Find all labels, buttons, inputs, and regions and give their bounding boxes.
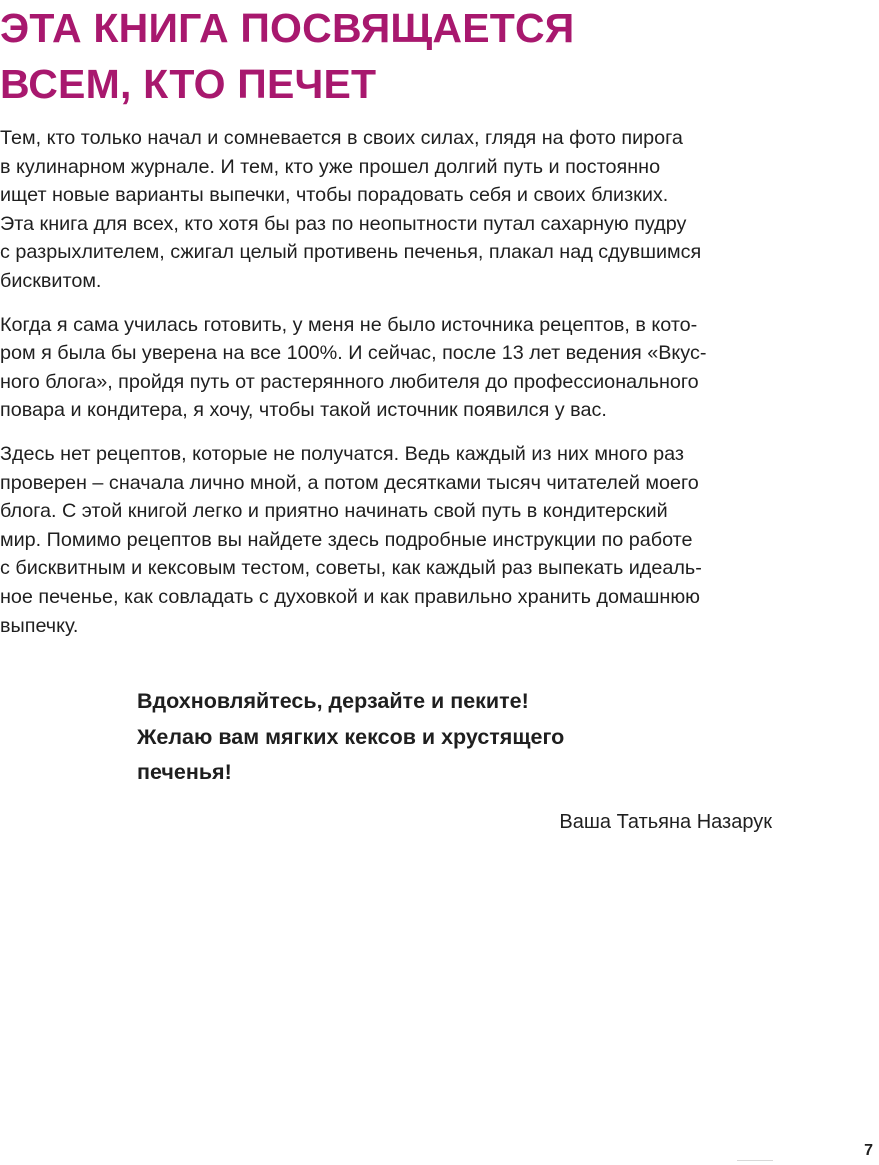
title-line: ВСЕМ, КТО ПЕЧЕТ <box>0 61 377 107</box>
wish-line: Вдохновляйтесь, дерзайте и пеките! <box>137 689 529 713</box>
paragraph <box>0 311 800 425</box>
text-line: ное печенье, как совладать с духовкой и как правильно хранить домашнюю <box>0 585 701 608</box>
text-line: с разрыхлителем, сжигал целый противень печенья, плакал над сдувшимся <box>0 241 702 264</box>
text-line: с бисквитным и кексовым тестом, советы, как каждый раз выпекать идеаль- <box>0 557 702 580</box>
paragraph <box>0 124 800 296</box>
text-line: в кулинарном журнале. И тем, кто уже прошел долгий путь и постоянно <box>0 155 661 178</box>
text-line: Эта книга для всех, кто хотя бы раз по неопытности путал сахарную пудру <box>0 212 687 235</box>
wish-line: печенья! <box>137 760 232 784</box>
page-title <box>0 0 860 112</box>
text-line: ищет новые варианты выпечки, чтобы порадовать себя и своих близких. <box>0 184 669 207</box>
wish-line: Желаю вам мягких кексов и хрустящего <box>137 724 565 749</box>
author-signature: Ваша Татьяна Назарук <box>559 811 772 833</box>
text-line: бисквитом. <box>0 269 102 292</box>
text-line: Тем, кто только начал и сомневается в своих силах, глядя на фото пирога <box>0 127 683 149</box>
body-text <box>0 124 800 655</box>
title-line: ЭТА КНИГА ПОСВЯЩАЕТСЯ <box>0 5 575 51</box>
text-line: мир. Помимо рецептов вы найдете здесь подробные инструкции по работе <box>0 528 693 551</box>
text-line: Когда я сама училась готовить, у меня не было источника рецептов, в кото- <box>0 313 698 336</box>
text-line: ром я была бы уверена на все 100%. И сейчас, после 13 лет ведения «Вкус- <box>0 342 707 365</box>
text-line: повара и кондитера, я хочу, чтобы такой источник появился у вас. <box>0 399 607 422</box>
closing-wish <box>137 684 564 791</box>
text-line: блога. С этой книгой легко и приятно начинать свой путь в кондитерский <box>0 500 668 523</box>
text-line: Здесь нет рецептов, которые не получатся. Ведь каждый из них много раз <box>0 442 684 465</box>
page-divider <box>737 1160 773 1161</box>
text-line: проверен – сначала лично мной, а потом десятками тысяч читателей моего <box>0 471 699 494</box>
text-line: выпечку. <box>0 614 79 637</box>
page-number: 7 <box>864 1142 873 1159</box>
text-line: ного блога», пройдя путь от растерянного любителя до профессионального <box>0 370 699 393</box>
paragraph <box>0 440 800 640</box>
